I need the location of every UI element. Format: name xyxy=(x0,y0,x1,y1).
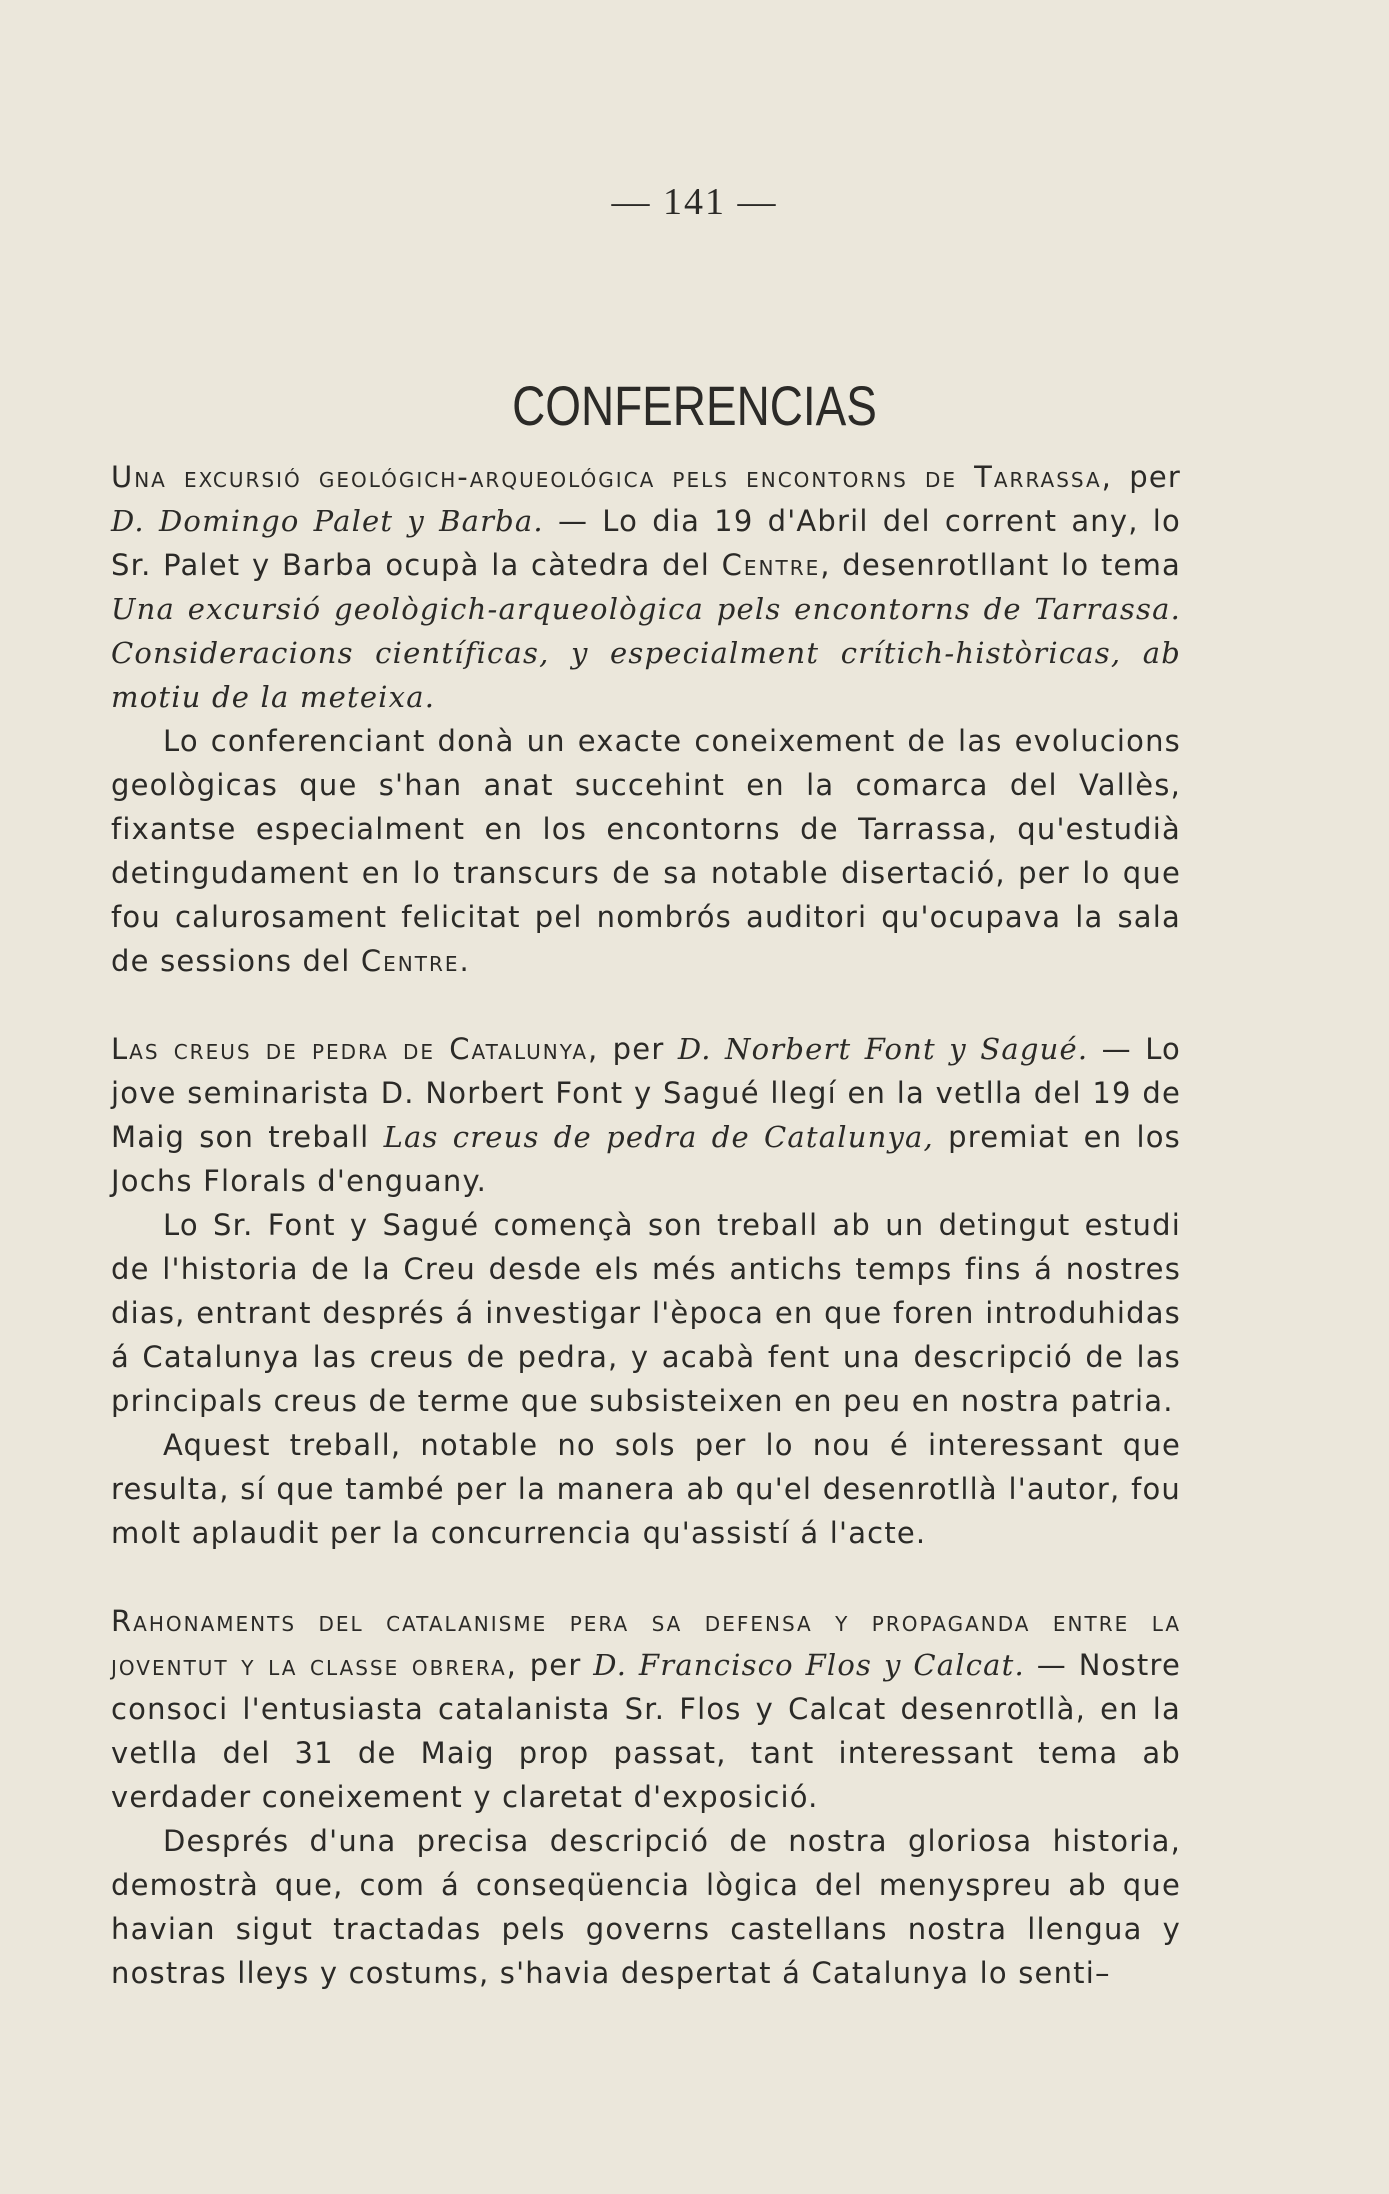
article-author: D. Norbert Font y Sagué. xyxy=(677,1032,1089,1066)
heading-per: per xyxy=(599,1032,678,1066)
lead-text-2: , desenrotllant lo tema xyxy=(820,548,1181,582)
article-excursio-geologica xyxy=(111,455,1181,983)
page-number: — 141 — xyxy=(611,181,778,223)
section-title: CONFERENCIAS xyxy=(512,373,877,437)
article-heading: Una excursió geológich-arqueológica pels encontorns de Tarrassa, xyxy=(111,460,1113,494)
article-paragraph: Després d'una precisa descripció de nostra gloriosa historia, demostrà que, com á conseqüencia lògica del menyspreu ab que havian sigut tractadas pels governs castellans nostra llengua y nostras lleys y costums, s'havia despertat á Catalunya lo senti– xyxy=(111,1824,1181,1990)
article-paragraph: Lo Sr. Font y Sagué començà son treball ab un detingut estudi de l'historia de la Creu desde els més antichs temps fins á nostres dias, entrant després á investigar l'època en que foren introduhidas á Catalunya las creus de pedra, y acabà fent una descripció de las principals creus de terme que subsisteixen en peu en nostra patria. xyxy=(111,1208,1181,1418)
article-paragraph: Aquest treball, notable no sols per lo nou é interessant que resulta, sí que també per la manera ab qu'el desenrotllà l'autor, fou molt aplaudit per la concurrencia qu'assistí á l'acte. xyxy=(111,1428,1181,1550)
article-creus-de-pedra xyxy=(111,1027,1181,1555)
article-heading: Las creus de pedra de Catalunya, xyxy=(111,1032,600,1066)
article-lead-paragraph xyxy=(111,1599,1181,1819)
article-paragraph xyxy=(111,719,1181,983)
work-title: Las creus de pedra de Catalunya, xyxy=(383,1120,934,1154)
heading-per: per xyxy=(517,1648,594,1682)
paragraph-end: . xyxy=(459,944,470,978)
paragraph-text: Lo conferenciant donà un exacte coneixement de las evolucions geològicas que s'han anat succehint en la comarca del Vallès, fixantse especialment en los encontorns de Tarrassa, qu'estudià detingudament en lo transcurs de sa notable disertació, per lo que fou calurosament felicitat pel nombrós auditori qu'ocupava la sala de sessions del xyxy=(111,724,1181,978)
lead-text: — Lo jove seminarista D. Norbert Font y Sagué llegí en la vetlla del 19 de Maig son treball xyxy=(111,1032,1181,1154)
article-author: D. Domingo Palet y Barba. xyxy=(111,504,544,538)
article-rahonaments-catalanisme xyxy=(111,1599,1181,1995)
lead-text-2: premiat en los Jochs Florals d'enguany. xyxy=(111,1120,1181,1198)
article-lead-paragraph xyxy=(111,455,1181,719)
centre-name: Centre xyxy=(360,944,460,978)
article-heading: Rahonaments del catalanisme pera sa defensa y propaganda entre la joventut y la classe obrera, xyxy=(111,1604,1181,1682)
heading-per: per xyxy=(1112,460,1181,494)
lecture-title: Una excursió geològich-arqueològica pels encontorns de Tarrassa. Consideracions científicas, y especialment crítich-històricas, ab motiu de la meteixa. xyxy=(111,592,1181,714)
page-body xyxy=(111,455,1181,1995)
centre-name: Centre xyxy=(721,548,821,582)
article-author: D. Francisco Flos y Calcat. xyxy=(593,1648,1025,1682)
article-lead-paragraph xyxy=(111,1027,1181,1203)
lead-text: — Lo dia 19 d'Abril del corrent any, lo Sr. Palet y Barba ocupà la càtedra del xyxy=(111,504,1181,582)
lead-text: — Nostre consoci l'entusiasta catalanista Sr. Flos y Calcat desenrotllà, en la vetlla del 31 de Maig prop passat, tant interessant tema ab verdader coneixement y claretat d'exposició. xyxy=(111,1648,1181,1814)
